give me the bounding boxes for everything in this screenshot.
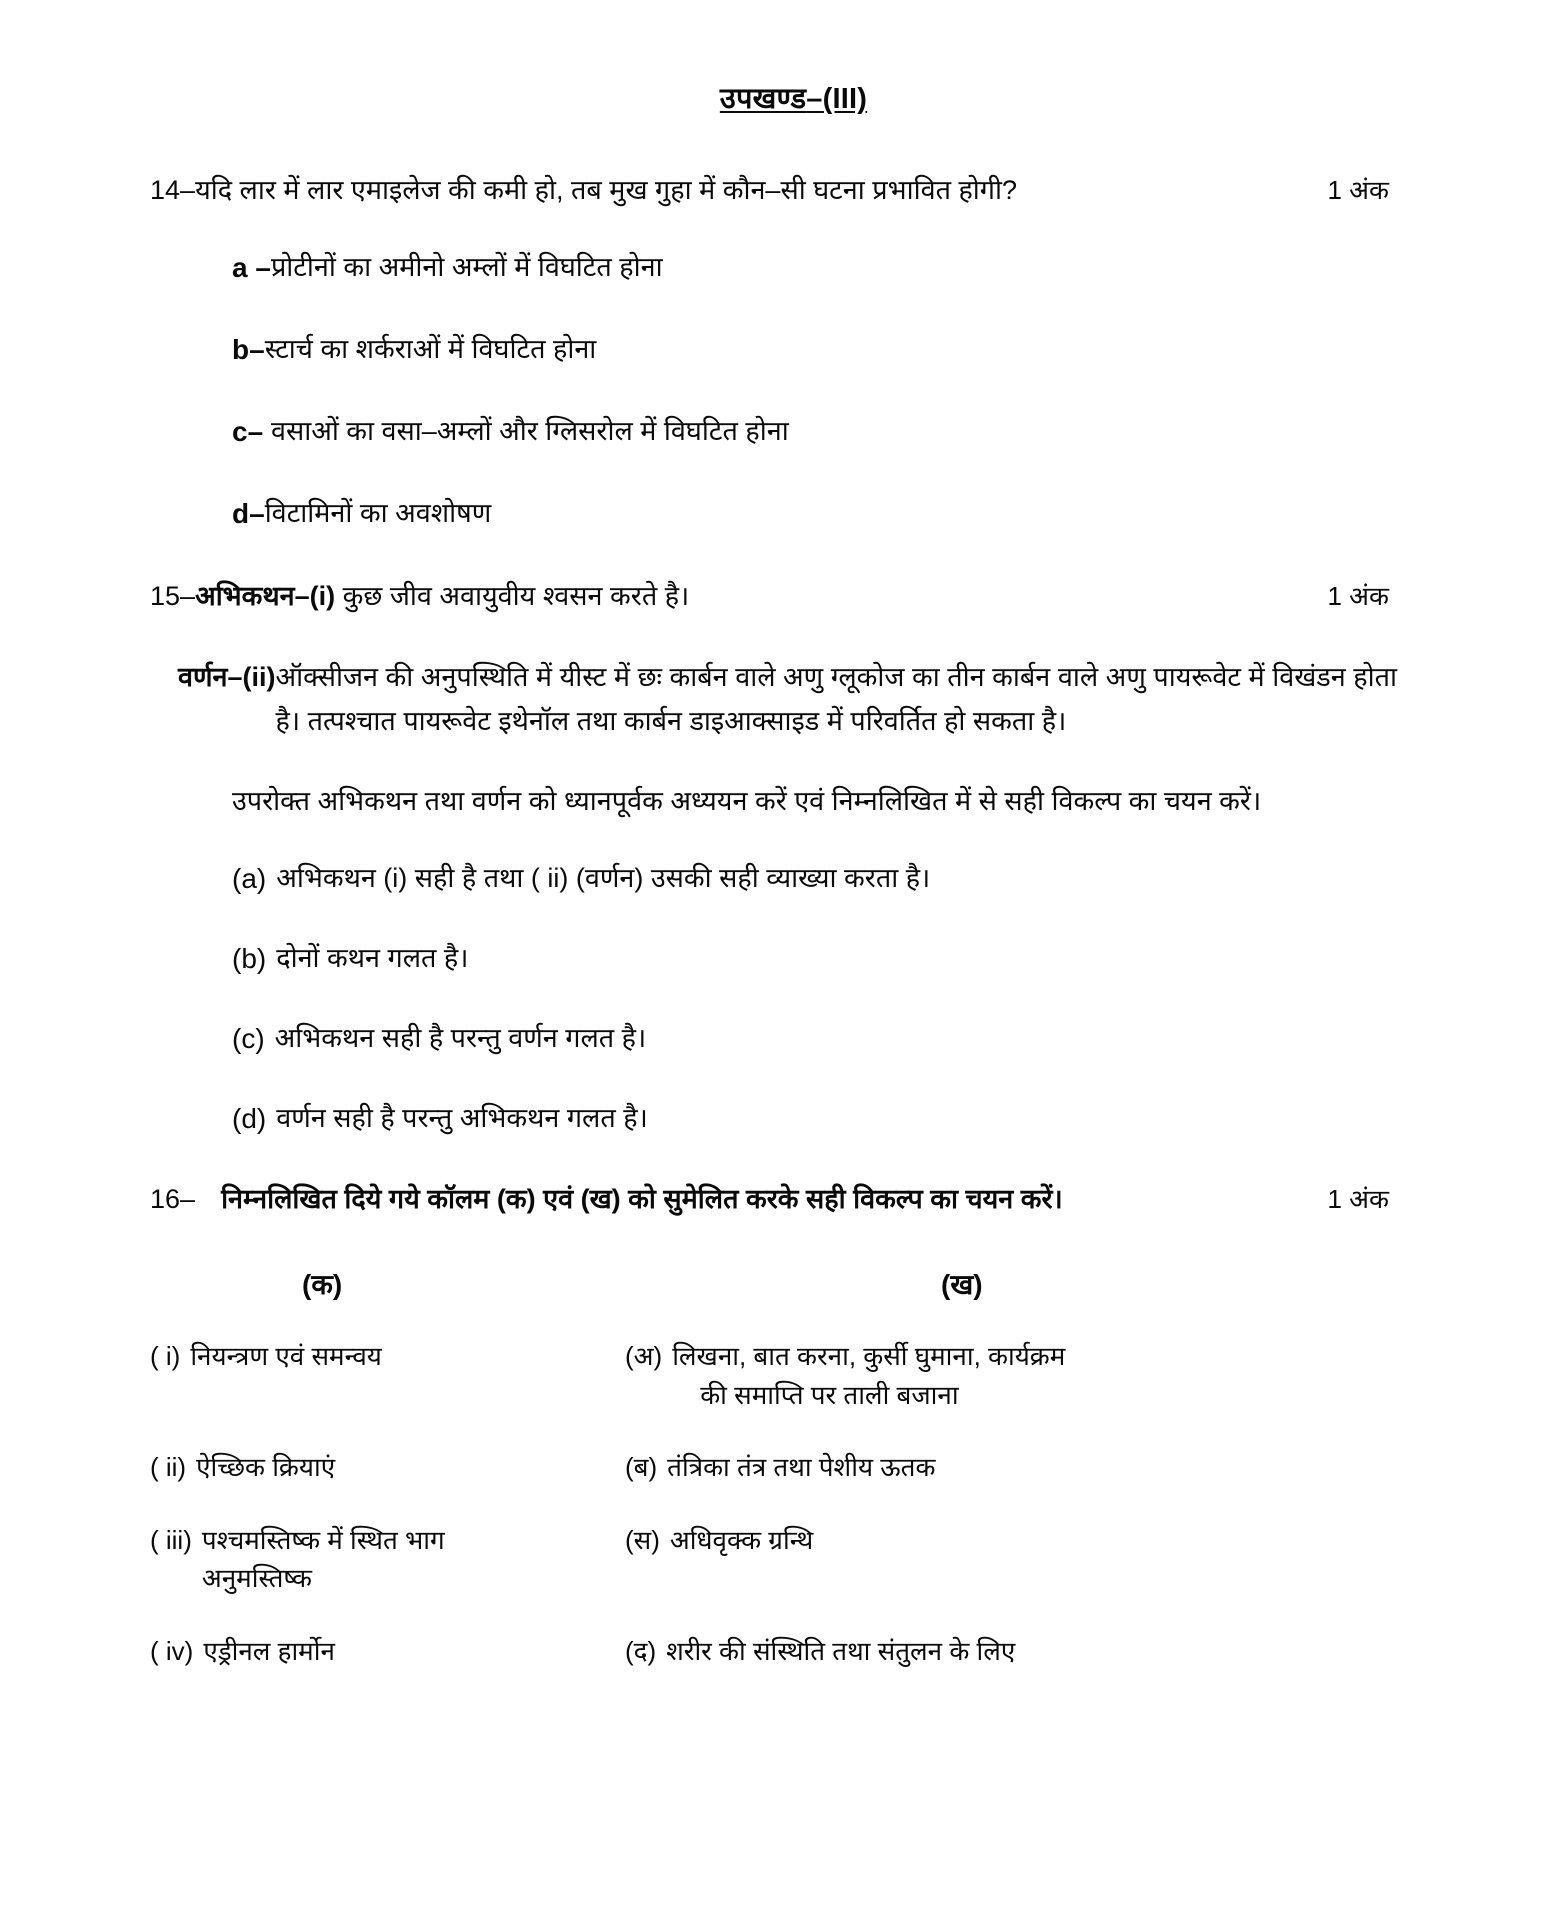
- match-item-b: [605, 1448, 1397, 1486]
- question-14-text: यदि लार में लार एमाइलेज की कमी हो, तब मुख गुहा में कौन–सी घटना प्रभावित होगी?: [195, 175, 1018, 205]
- option-c[interactable]: [150, 411, 1397, 453]
- table-row: [150, 1448, 1397, 1486]
- question-15: [150, 575, 1397, 1140]
- option-c-label: (c): [232, 1022, 265, 1054]
- match-key-b: (स): [625, 1524, 660, 1555]
- option-b-label: b–: [232, 333, 265, 365]
- option-d-label: d–: [232, 497, 265, 529]
- option-d-text: वर्णन सही है परन्तु अभिकथन गलत है।: [276, 1102, 648, 1133]
- match-item-a: [150, 1448, 605, 1486]
- option-a-text: प्रोटीनों का अमीनो अम्लों में विघटित होना: [270, 251, 663, 282]
- question-14-number: 14–: [150, 175, 196, 205]
- match-value-a: एड्रीनल हार्मोन: [203, 1635, 335, 1666]
- match-value-a: [192, 1521, 605, 1598]
- option-b[interactable]: [150, 938, 1397, 980]
- question-15-number: 15–: [150, 580, 196, 611]
- match-key-b: (द): [625, 1635, 657, 1666]
- match-value-a: ऐच्छिक क्रियाएं: [196, 1452, 336, 1483]
- option-d-label: (d): [232, 1102, 267, 1134]
- match-item-b: [605, 1521, 1397, 1559]
- question-15-instruction: उपरोक्त अभिकथन तथा वर्णन को ध्यानपूर्वक अध्ययन करें एवं निम्नलिखित में से सही विकल्प का चयन करें।: [232, 785, 1262, 816]
- question-16-marks: 1 अंक: [1327, 1183, 1389, 1214]
- option-d[interactable]: [150, 1098, 1397, 1140]
- match-item-a: [150, 1521, 605, 1598]
- question-14: [150, 169, 1397, 535]
- table-row: [150, 1632, 1397, 1670]
- option-b[interactable]: [150, 329, 1397, 371]
- question-15-reason: [150, 656, 1397, 743]
- match-key-a: ( ii): [150, 1452, 187, 1483]
- option-b-text: दोनों कथन गलत है।: [276, 942, 469, 973]
- option-b-label: (b): [232, 942, 267, 974]
- match-key-a: ( i): [150, 1341, 181, 1372]
- match-item-b: [605, 1632, 1397, 1670]
- match-key-b: (ब): [625, 1452, 658, 1483]
- match-item-b: [605, 1337, 1397, 1414]
- section-heading-separator: –: [806, 83, 823, 115]
- match-table-header: [150, 1265, 1397, 1303]
- table-row: [150, 1337, 1397, 1414]
- match-value-a-line2: अनुमस्तिष्क: [201, 1563, 313, 1594]
- question-15-reason-text: ऑक्सीजन की अनुपस्थिति में यीस्ट में छः कार्बन वाले अणु ग्लूकोज का तीन कार्बन वाले अणु पायरूवेट में विखंडन होता है। तत्पश्चात पायरूवेट इथेनॉल तथा कार्बन डाइआक्साइड में परिवर्तित हो सकता है।: [275, 662, 1397, 737]
- match-value-b: अधिवृक्क ग्रन्थि: [669, 1524, 814, 1555]
- option-a[interactable]: [150, 247, 1397, 289]
- question-14-options: [150, 247, 1397, 535]
- question-16-text: निम्नलिखित दिये गये कॉलम (क) एवं (ख) को सुमेलित करके सही विकल्प का चयन करें।: [221, 1183, 1063, 1214]
- question-15-assertion-text: कुछ जीव अवायुवीय श्वसन करते है।: [342, 580, 690, 611]
- match-item-a: [150, 1337, 605, 1375]
- option-c[interactable]: [150, 1018, 1397, 1060]
- section-heading-label: उपखण्ड: [719, 83, 807, 115]
- question-16: [150, 1178, 1397, 1671]
- question-15-reason-label: वर्णन–(ii): [178, 662, 276, 693]
- page-title: [150, 78, 1397, 117]
- question-15-marks: 1 अंक: [1327, 580, 1389, 611]
- option-c-text: अभिकथन सही है परन्तु वर्णन गलत है।: [274, 1022, 647, 1053]
- section-heading-roman: (III): [822, 83, 868, 115]
- question-16-number: 16–: [150, 1183, 196, 1214]
- option-b-text: स्टार्च का शर्कराओं में विघटित होना: [264, 333, 597, 364]
- match-value-b: शरीर की संस्थिति तथा संतुलन के लिए: [666, 1635, 1016, 1666]
- question-15-options: [150, 858, 1397, 1140]
- match-key-a: ( iii): [150, 1524, 192, 1555]
- match-table-rows: [150, 1337, 1397, 1670]
- option-a-text: अभिकथन (i) सही है तथा ( ii) (वर्णन) उसकी सही व्याख्या करता है।: [276, 862, 931, 893]
- match-value-b: [662, 1337, 1397, 1414]
- match-value-a: नियन्त्रण एवं समन्वय: [190, 1341, 382, 1372]
- match-value-b-line2: की समाप्ति पर ताली बजाना: [700, 1379, 959, 1410]
- option-c-label: c–: [232, 415, 271, 447]
- option-d-text: विटामिनों का अवशोषण: [264, 497, 492, 528]
- option-c-text: वसाओं का वसा–अम्लों और ग्लिसरोल में विघटित होना: [270, 415, 789, 446]
- option-a[interactable]: [150, 858, 1397, 900]
- match-value-b: तंत्रिका तंत्र तथा पेशीय ऊतक: [667, 1452, 936, 1483]
- match-value-a-line1: पश्चमस्तिष्क में स्थित भाग: [201, 1524, 445, 1555]
- match-value-b-line1: लिखना, बात करना, कुर्सी घुमाना, कार्यक्रम: [672, 1341, 1066, 1372]
- option-a-label: a –: [232, 251, 271, 283]
- question-15-assertion-label: अभिकथन–(i): [195, 580, 336, 611]
- question-14-marks: 1 अंक: [1327, 175, 1389, 205]
- option-d[interactable]: [150, 493, 1397, 535]
- match-key-a: ( iv): [150, 1635, 194, 1666]
- match-item-a: [150, 1632, 605, 1670]
- table-row: [150, 1521, 1397, 1598]
- option-a-label: (a): [232, 862, 267, 894]
- match-key-b: (अ): [625, 1341, 663, 1372]
- column-a-header: (क): [302, 1269, 343, 1301]
- column-b-header: (ख): [941, 1269, 983, 1301]
